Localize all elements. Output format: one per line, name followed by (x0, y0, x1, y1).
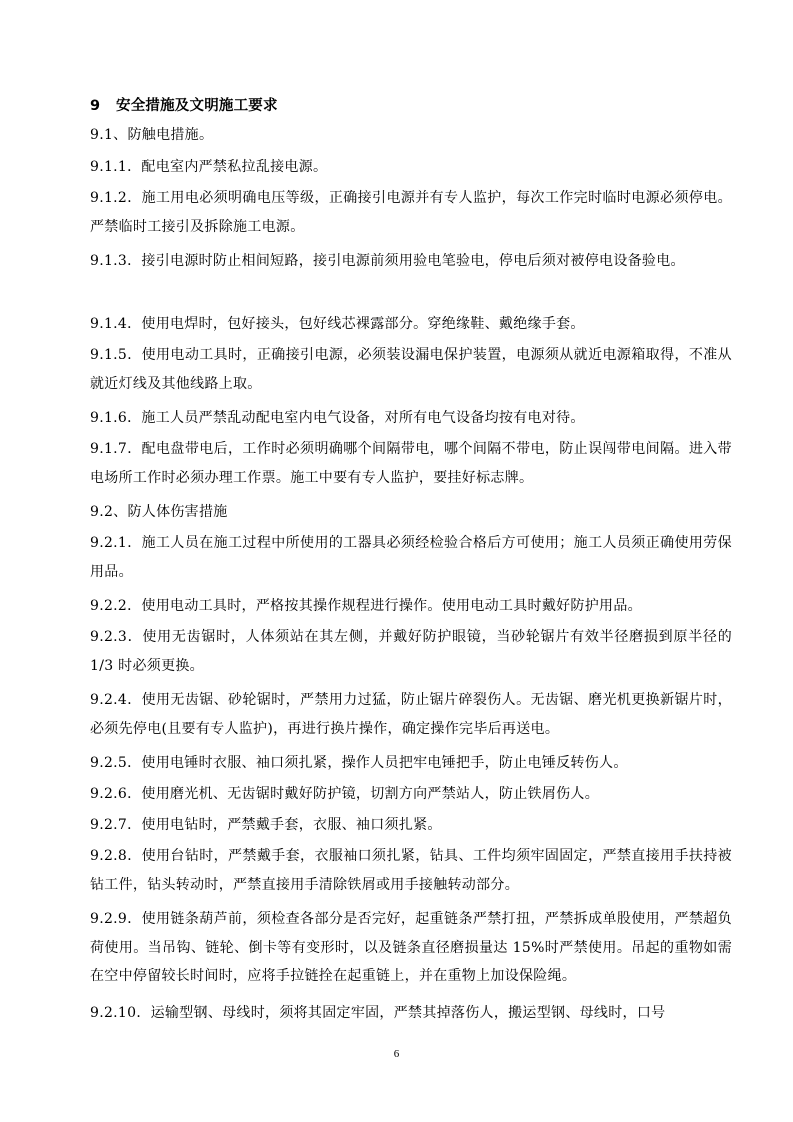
paragraph-9-2-8: 9.2.8．使用台钻时，严禁戴手套，衣服袖口须扎紧，钻具、工件均须牢固固定，严禁直接用手扶持被钻工件，钻头转动时，严禁直接用手清除铁屑或用手接触转动部分。 (90, 848, 732, 893)
paragraph-9-2: 9.2、防人体伤害措施 (90, 504, 228, 520)
paragraph-9-1-7: 9.1.7．配电盘带电后，工作时必须明确哪个间隔带电，哪个间隔不带电，防止误闯带电间隔。进入带电场所工作时必须办理工作票。施工中要有专人监护，要挂好标志牌。 (90, 441, 732, 486)
paragraph-9-2-4: 9.2.4．使用无齿锯、砂轮锯时，严禁用力过猛，防止锯片碎裂伤人。无齿锯、磨光机更换新锯片时，必须先停电(且要有专人监护)，再进行换片操作，确定操作完毕后再送电。 (90, 692, 732, 737)
page-number: 6 (393, 1048, 400, 1060)
paragraph-9-1-4: 9.1.4．使用电焊时，包好接头，包好线芯裸露部分。穿绝缘鞋、戴绝缘手套。 (90, 316, 585, 332)
section-number: 9 (90, 98, 101, 114)
paragraph-9-2-2: 9.2.2．使用电动工具时，严格按其操作规程进行操作。使用电动工具时戴好防护用品。 (90, 598, 642, 614)
section-heading (90, 96, 278, 116)
paragraph-9-2-5: 9.2.5．使用电锤时衣服、袖口须扎紧，操作人员把牢电锤把手，防止电锤反转伤人。 (90, 755, 628, 771)
paragraph-9-1-6: 9.1.6．施工人员严禁乱动配电室内电气设备，对所有电气设备均按有电对待。 (90, 410, 585, 426)
paragraph-9-1-5: 9.1.5．使用电动工具时，正确接引电源，必须装设漏电保护装置，电源须从就近电源箱取得，不准从就近灯线及其他线路上取。 (90, 347, 732, 392)
paragraph-9-1: 9.1、防触电措施。 (90, 127, 214, 143)
paragraph-9-2-9: 9.2.9．使用链条葫芦前，须检查各部分是否完好，起重链条严禁打扭，严禁拆成单股使用，严禁超负荷使用。当吊钩、链轮、倒卡等有变形时，以及链条直径磨损量达 15%时严禁使用。吊起的重物如需在空中停留较长时间时，应将手拉链拴在起重链上，并在重物上加设保险绳。 (90, 911, 732, 985)
paragraph-9-1-1: 9.1.1．配电室内严禁私拉乱接电源。 (90, 159, 328, 175)
paragraph-9-1-2: 9.1.2．施工用电必须明确电压等级，正确接引电源并有专人监护，每次工作完时临时电源必须停电。严禁临时工接引及拆除施工电源。 (90, 190, 732, 235)
paragraph-9-2-10: 9.2.10．运输型钢、母线时，须将其固定牢固，严禁其掉落伤人，搬运型钢、母线时，口号 (90, 1005, 666, 1021)
paragraph-9-2-3: 9.2.3．使用无齿锯时，人体须站在其左侧，并戴好防护眼镜，当砂轮锯片有效半径磨损到原半径的 1/3 时必须更换。 (90, 629, 732, 674)
section-title: 安全措施及文明施工要求 (116, 98, 278, 114)
paragraph-9-2-7: 9.2.7．使用电钻时，严禁戴手套，衣服、袖口须扎紧。 (90, 817, 442, 833)
paragraph-9-2-6: 9.2.6．使用磨光机、无齿锯时戴好防护镜，切割方向严禁站人，防止铁屑伤人。 (90, 786, 600, 802)
paragraph-9-1-3: 9.1.3．接引电源时防止相间短路，接引电源前须用验电笔验电，停电后须对被停电设备验电。 (90, 253, 685, 269)
paragraph-9-2-1: 9.2.1．施工人员在施工过程中所使用的工器具必须经检验合格后方可使用；施工人员须正确使用劳保用品。 (90, 535, 732, 580)
